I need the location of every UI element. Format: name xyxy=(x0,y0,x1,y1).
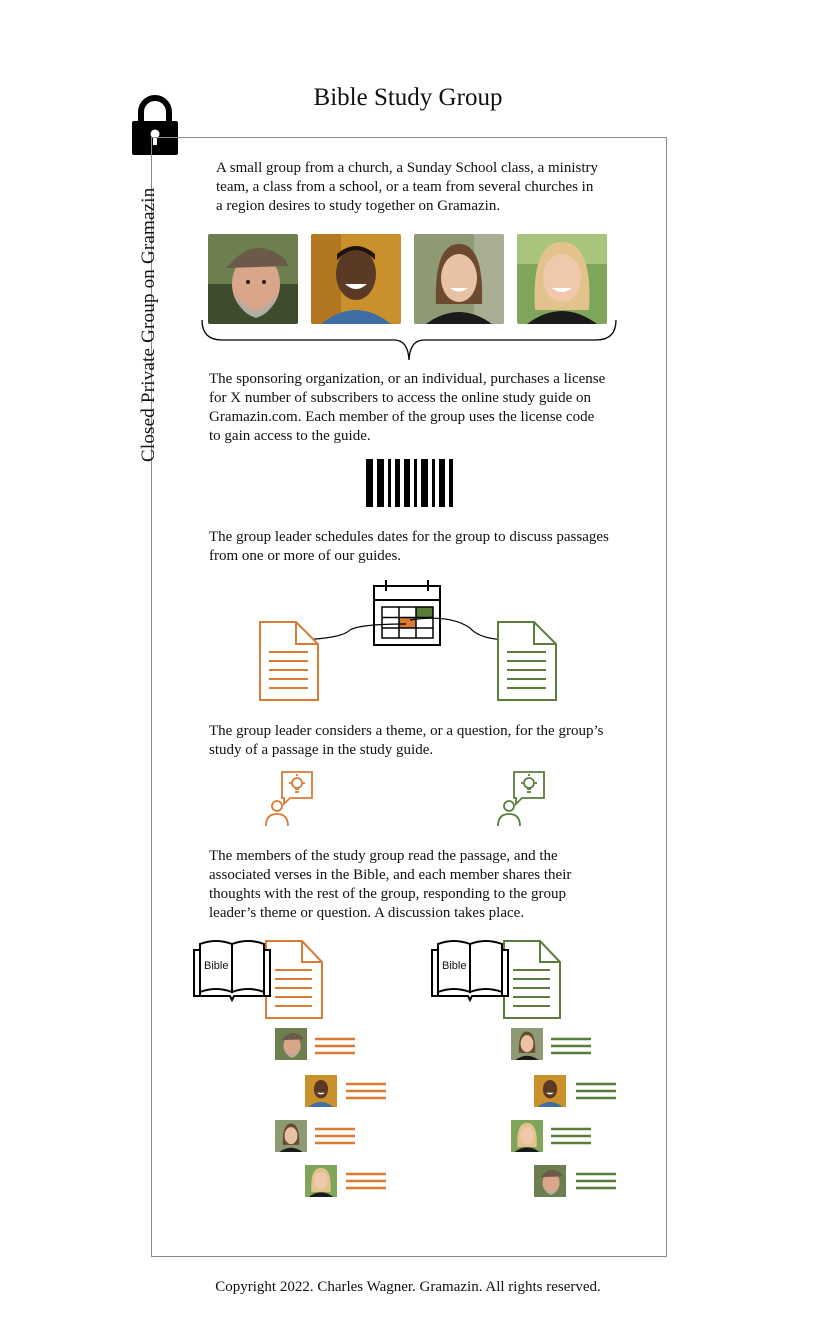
member-photo xyxy=(414,234,504,324)
member-thumb xyxy=(275,1120,307,1152)
barcode-bar xyxy=(414,459,417,507)
comment-lines xyxy=(550,1126,594,1148)
comment-lines xyxy=(550,1036,594,1058)
document-icon xyxy=(504,941,560,1018)
document-icon xyxy=(498,622,556,700)
person-idea-icon xyxy=(494,770,548,828)
member-thumb xyxy=(534,1165,566,1197)
calendar-icon xyxy=(374,580,440,645)
member-photo xyxy=(517,234,607,324)
barcode-bar xyxy=(404,459,410,507)
barcode-bar xyxy=(395,459,400,507)
comment-lines xyxy=(345,1171,389,1193)
member-photo xyxy=(208,234,298,324)
woman-blonde-photo xyxy=(517,234,607,324)
comment-lines xyxy=(575,1081,619,1103)
member-photo xyxy=(311,234,401,324)
bible-label: Bible xyxy=(204,960,229,972)
paragraph-license: The sponsoring organization, or an individual, purchases a license for X number of subscribers to access the online study guide on Gramazin.com. Each member of the group uses the license code to gain access to the guide. xyxy=(209,371,606,444)
member-thumb xyxy=(511,1120,543,1152)
paragraph-discussion: The members of the study group read the passage, and the associated verses in the Bible, and each member shares their thoughts with the rest of the group, responding to the group leader’s theme or question. A discussion takes place. xyxy=(209,848,572,921)
barcode-bar xyxy=(388,459,391,507)
member-thumb xyxy=(305,1075,337,1107)
barcode-bar xyxy=(377,459,384,507)
page-title: Bible Study Group xyxy=(313,84,503,111)
barcode-bar xyxy=(366,459,373,507)
comment-lines xyxy=(575,1171,619,1193)
barcode-bar xyxy=(432,459,435,507)
copyright-footer: Copyright 2022. Charles Wagner. Gramazin. All rights reserved. xyxy=(215,1279,601,1295)
paragraph-schedule: The group leader schedules dates for the group to discuss passages from one or more of our guides. xyxy=(209,529,609,564)
person-idea-icon xyxy=(262,770,316,828)
woman-brown-hair-photo xyxy=(414,234,504,324)
comment-lines xyxy=(314,1036,358,1058)
grouping-brace xyxy=(198,318,622,364)
paragraph-theme: The group leader considers a theme, or a question, for the group’s study of a passage in the study guide. xyxy=(209,723,604,758)
member-thumb xyxy=(511,1028,543,1060)
comment-lines xyxy=(314,1126,358,1148)
bible-with-guide xyxy=(430,936,566,1022)
smiling-man-photo xyxy=(311,234,401,324)
member-thumb xyxy=(275,1028,307,1060)
paragraph-intro: A small group from a church, a Sunday School class, a ministry team, a class from a school, or a team from several churches in a region desires to study together on Gramazin. xyxy=(216,160,599,214)
schedule-diagram xyxy=(250,578,570,708)
bible-label: Bible xyxy=(442,960,467,972)
document-icon xyxy=(266,941,322,1018)
bible-with-guide xyxy=(192,936,328,1022)
comment-lines xyxy=(345,1081,389,1103)
barcode-bar xyxy=(439,459,445,507)
member-thumb xyxy=(534,1075,566,1107)
barcode-bar xyxy=(449,459,453,507)
member-thumb xyxy=(305,1165,337,1197)
side-label: Closed Private Group on Gramazin xyxy=(138,187,159,462)
man-with-cap-photo xyxy=(208,234,298,324)
document-icon xyxy=(260,622,318,700)
barcode-bar xyxy=(421,459,428,507)
barcode-icon xyxy=(366,459,453,507)
